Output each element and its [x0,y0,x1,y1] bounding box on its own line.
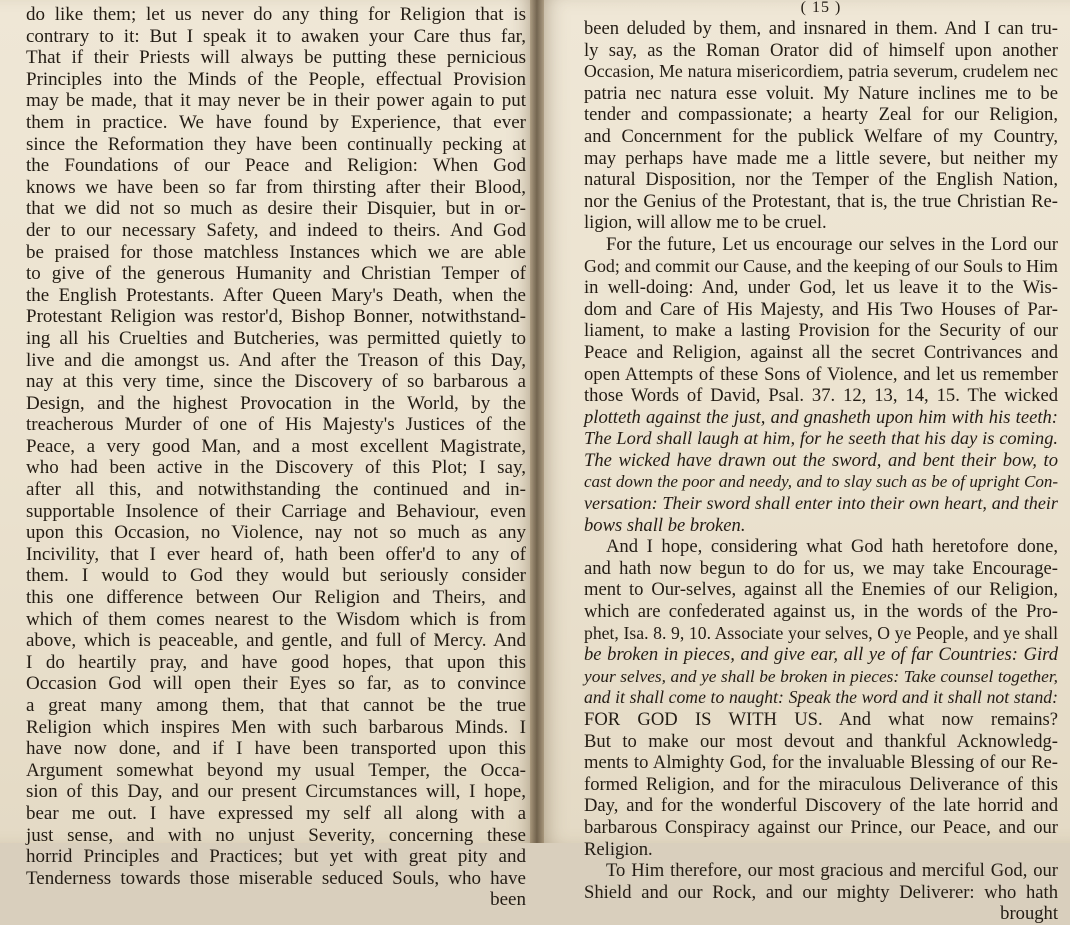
text-line: just sense, and with no unjust Severity, concerning these [26,824,526,846]
text-line: the English Protestants. After Queen Mary's Death, when the [26,284,526,306]
text-line: treacherous Murder of one of His Majesty's Justices of the [26,414,526,436]
text-line: Tenderness towards those miserable seduced Souls, who have [26,867,526,889]
text-line: FOR GOD IS WITH US. And what now remains? [584,709,1058,730]
catchword: been [490,889,526,911]
text-line: contrary to it: But I speak it to awaken your Care thus far, [26,25,526,47]
text-line: Occasion God will open their Eyes so far, as to convince [26,673,526,695]
text-line: those Words of David, Psal. 37. 12, 13, 14, 15. The wicked [584,385,1058,407]
text-line: do like them; let us never do any thing for Religion that is [26,4,526,25]
text-line: to give of the generous Humanity and Christian Temper of [26,263,526,285]
text-line: Principles into the Minds of the People, effectual Provision [26,68,526,90]
catchword: brought [1000,903,1058,925]
text-line: may perhaps have made me a little severe, but neither my [584,147,1058,169]
text-line: ing all his Cruelties and Butcheries, was permitted quietly to [26,327,526,349]
text-line: them. I would to God they would but seriously consider [26,565,526,587]
text-line: Incivility, that I ever heard of, hath been offer'd to any of [26,543,526,565]
text-line: But to make our most devout and thankful Acknowledg- [584,730,1058,752]
text-line: above, which is peaceable, and gentle, and full of Mercy. And [26,630,526,652]
text-line: knows we have been so far from thirsting after their Blood, [26,176,526,198]
page-number: ( 15 ) [800,0,842,16]
text-line: phet, Isa. 8. 9, 10. Associate your selves, O ye People, and ye shall [584,622,1058,643]
text-line: Occasion, Me natura misericordiem, patria severum, crudelem nec [584,61,1058,82]
text-line: Peace, a very good Man, and a most excellent Magistrate, [26,435,526,457]
text-line: Religion. [584,838,653,860]
text-line: plotteth against the just, and gnasheth upon him with his teeth: [584,406,1058,428]
text-line: That if their Priests will always be putting these pernicious [26,47,526,69]
text-line: Argument somewhat beyond my usual Temper, the Occa- [26,759,526,781]
text-line: which are confederated against us, in the words of the Pro- [584,601,1058,623]
text-line: tender and compassionate; a hearty Zeal for our Religion, [584,104,1058,126]
text-line: in well-doing: And, under God, let us leave it to the Wis- [584,277,1058,299]
text-line: them in practice. We have found by Experience, that ever [26,111,526,133]
text-line: open Attempts of these Sons of Violence, and let us remember [584,363,1058,385]
text-line: formed Religion, and for the miraculous Deliverance of this [584,773,1058,795]
text-line: the Foundations of our Peace and Religion: When God [26,155,526,177]
text-line: God; and commit our Cause, and the keeping of our Souls to Him [584,255,1058,276]
text-line: The wicked have drawn out the sword, and bent their bow, to [584,449,1058,471]
text-line: Day, and for the wonderful Discovery of the late horrid and [584,795,1058,817]
text-line: nor the Genius of the Protestant, that is, the true Christian Re- [584,190,1058,212]
text-line: cast down the poor and needy, and to slay such as be of upright Con- [584,472,1058,492]
text-line: bows shall be broken. [584,514,746,536]
text-line: have now done, and if I have been transported upon this [26,738,526,760]
text-line: natural Disposition, nor the Temper of the English Nation, [584,169,1058,191]
text-line: upon this Occasion, no Violence, nay not so much as any [26,522,526,544]
right-page [536,0,1070,925]
text-line: For the future, Let us encourage our selves in the Lord our [606,233,1058,255]
right-page-text [584,18,1058,925]
text-line: been deluded by them, and insnared in them. And I can tru- [584,18,1058,39]
text-line: may be made, that it may never be in their power again to put [26,90,526,112]
text-line: And I hope, considering what God hath heretofore done, [606,536,1058,558]
text-line: ly say, as the Roman Orator did of himself upon another [584,39,1058,61]
text-line: a great many among them, that that cannot be the true [26,695,526,716]
text-line: ligion, will allow me to be cruel. [584,212,827,234]
text-line: horrid Principles and Practices; but yet with great pity and [26,846,526,868]
text-line: ments to Almighty God, for the invaluable Blessing of our Re- [584,752,1058,774]
text-line: your selves, and ye shall be broken in pieces: Take counsel together, [584,666,1058,686]
left-page [0,0,536,911]
text-line: who had been active in the Discovery of this Plot; I say, [26,457,526,479]
text-line: that we did not so much as desire their Disquier, but in or- [26,198,526,220]
text-line: der to our necessary Safety, and indeed to theirs. And God [26,219,526,241]
text-line: barbarous Conspiracy against our Prince, our Peace, and our [584,816,1058,838]
text-line: and hath now begun to do for us, we may take Encourage- [584,557,1058,579]
text-line: bear me out. I have expressed my self all along with a [26,802,526,824]
text-line: dom and Care of His Majesty, and His Two Houses of Par- [584,298,1058,320]
text-line: sion of this Day, and our present Circumstances will, I hope, [26,781,526,803]
text-line: Peace and Religion, against all the secret Contrivances and [584,341,1058,363]
text-line: Shield and our Rock, and our mighty Deliverer: who hath [584,881,1058,903]
text-line: since the Reformation they have been continually pecking at [26,133,526,155]
text-line: live and die amongst us. And after the Treason of this Day, [26,349,526,371]
text-line: after all this, and notwithstanding the continued and in- [26,479,526,501]
text-line: To Him therefore, our most gracious and merciful God, our [606,860,1058,882]
text-line: patria nec natura esse voluit. My Nature inclines me to be [584,82,1058,104]
text-line: be broken in pieces, and give ear, all ye of far Countries: Gird [584,644,1058,666]
text-line: and Concernment for the publick Welfare of my Country, [584,125,1058,147]
text-line: I do heartily pray, and have good hopes, that upon this [26,651,526,673]
text-line: Religion which inspires Men with such barbarous Minds. I [26,716,526,738]
left-page-text [26,4,526,911]
text-line: versation: Their sword shall enter into their own heart, and their [584,493,1058,514]
text-line: be praised for those matchless Instances which we are able [26,241,526,263]
text-line: supportable Insolence of their Carriage and Behaviour, even [26,500,526,522]
text-line: which of them comes nearest to the Wisdom which is from [26,608,526,630]
text-line: Design, and the highest Provocation in the World, by the [26,392,526,414]
text-line: liament, to make a lasting Provision for the Security of our [584,320,1058,342]
text-line: ment to Our-selves, against all the Enemies of our Religion, [584,579,1058,601]
text-line: and it shall come to naught: Speak the word and it shall not stand: [584,687,1058,708]
text-line: this one difference between Our Religion and Theirs, and [26,587,526,609]
text-line: The Lord shall laugh at him, for he seeth that his day is coming. [584,428,1058,449]
text-line: Protestant Religion was restor'd, Bishop Bonner, notwithstand- [26,306,526,328]
text-line: nay at this very time, since the Discovery of so barbarous a [26,371,526,393]
